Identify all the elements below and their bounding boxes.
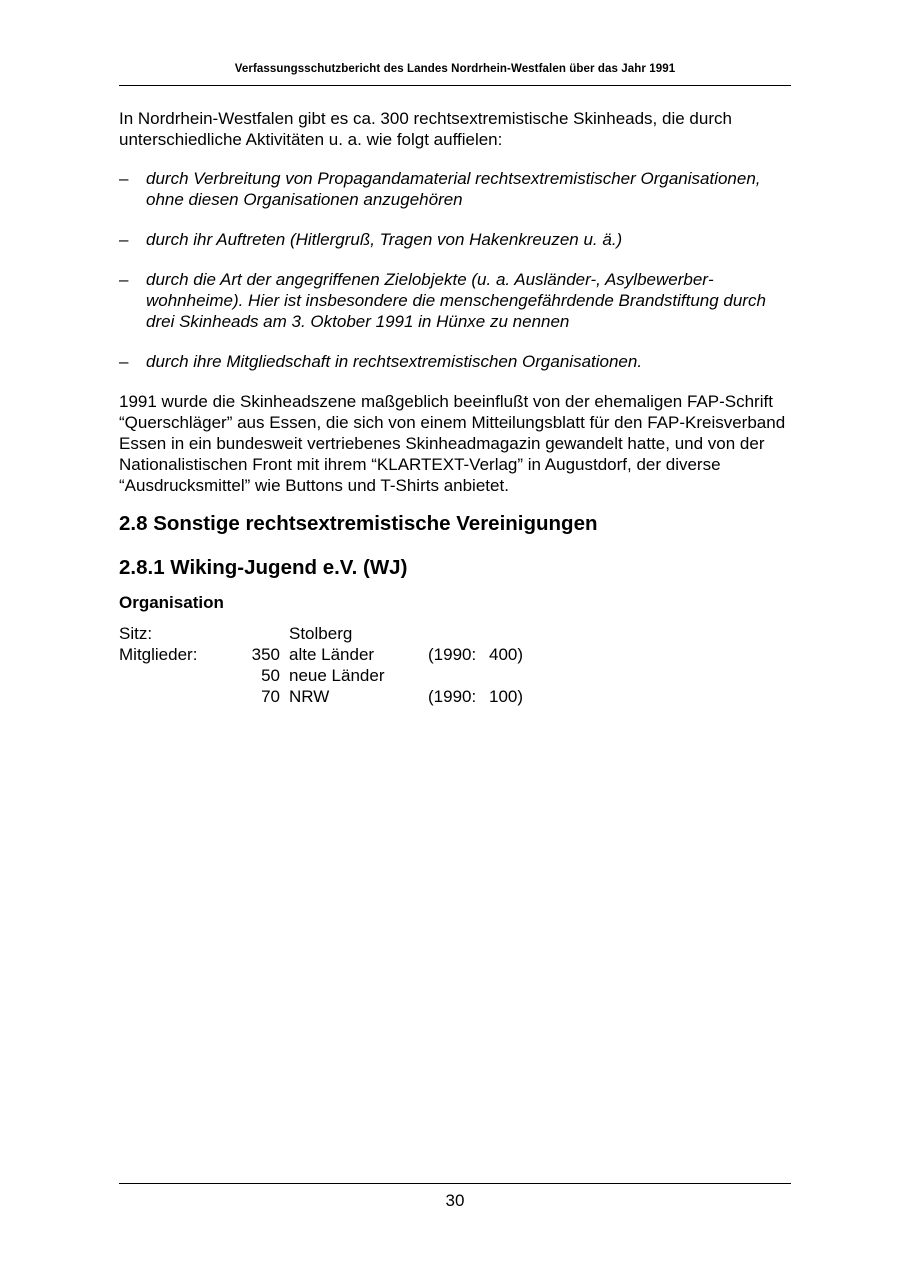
dash-bullet-icon: – <box>119 270 129 289</box>
list-item <box>119 229 791 250</box>
bullet-list <box>119 168 791 391</box>
paragraph-1991: 1991 wurde die Skinheadszene maßgeblich beeinflußt von der ehemaligen FAP-Schrift “Querschläger” aus Essen, die sich von einem Mitteilungsblatt für den FAP-Kreisverband Essen in ein bundesweit vertriebenes Skinheadmagazin gewandelt hatte, und von der Nationalistischen Front mit ihrem “KLARTEXT-Verlag” in Augustdorf, der diverse “Ausdrucksmittel” wie Buttons und T-Shirts anbietet. <box>119 392 786 495</box>
running-header: Verfassungsschutzbericht des Landes Nordrhein-Westfalen über das Jahr 1991 <box>234 63 676 75</box>
bullet-text: durch ihre Mitgliedschaft in rechtsextremistischen Organisationen. <box>146 352 643 371</box>
row-number: 350 <box>251 645 280 664</box>
footer-rule <box>119 1183 791 1184</box>
row-label: Mitglieder: <box>119 645 198 664</box>
organisation-label: Organisation <box>119 593 224 612</box>
section-heading: 2.8 Sonstige rechtsextremistische Vereinigungen <box>119 512 598 535</box>
intro-paragraph: In Nordrhein-Westfalen gibt es ca. 300 rechtsextremistische Skinheads, die durch unterschiedliche Aktivitäten u. a. wie folgt auffielen: <box>119 109 732 149</box>
row-place: alte Länder <box>289 645 375 664</box>
header-rule <box>119 85 791 86</box>
list-item <box>119 351 791 372</box>
list-item <box>119 168 791 210</box>
row-number: 70 <box>261 687 280 706</box>
subsection-heading: 2.8.1 Wiking-Jugend e.V. (WJ) <box>119 556 408 579</box>
bullet-text: durch die Art der angegriffenen Zielobjekte (u. a. Ausländer-, Asylbewerberwohnheime). Hier ist insbesondere die menschengefährdende Brandstiftung durch drei Skinheads am 3. Oktober 1991 in Hünxe zu nennen <box>146 270 766 331</box>
row-place: neue Länder <box>289 666 385 685</box>
page-number: 30 <box>445 1191 465 1210</box>
row-label: Sitz: <box>119 624 153 643</box>
row-prev-value: 100) <box>489 687 524 706</box>
list-item <box>119 269 791 332</box>
row-number: 50 <box>261 666 280 685</box>
dash-bullet-icon: – <box>119 169 129 188</box>
row-place: Stolberg <box>289 624 353 643</box>
bullet-text: durch Verbreitung von Propagandamaterial rechtsextremistischer Organisationen, ohne diesen Organisationen anzugehören <box>146 169 761 209</box>
row-year: (1990: <box>428 645 477 664</box>
dash-bullet-icon: – <box>119 230 129 249</box>
row-year: (1990: <box>428 687 477 706</box>
dash-bullet-icon: – <box>119 352 129 371</box>
row-place: NRW <box>289 687 330 706</box>
row-prev-value: 400) <box>489 645 524 664</box>
bullet-text: durch ihr Auftreten (Hitlergruß, Tragen von Hakenkreuzen u. ä.) <box>146 230 623 249</box>
